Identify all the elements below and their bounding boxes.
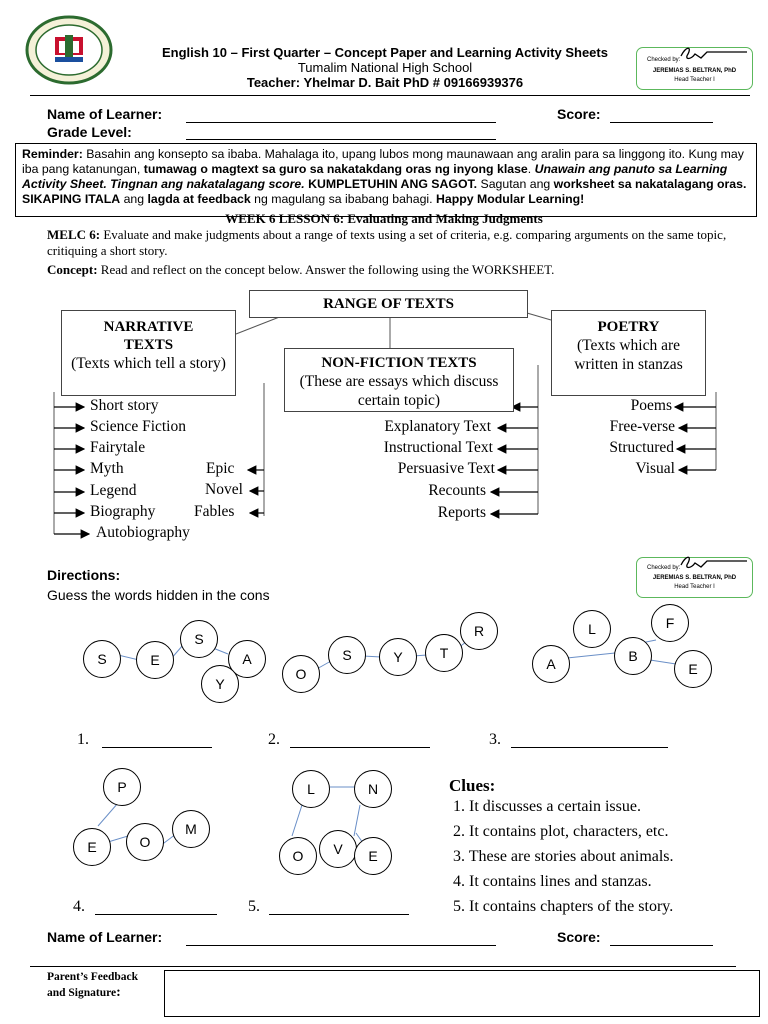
letter-circle: A — [228, 640, 266, 678]
narrative-right-item: Epic — [206, 460, 235, 477]
checked-by-label: Checked by: — [647, 57, 681, 63]
narrative-item: Short story — [90, 397, 159, 414]
letter-circle: S — [83, 640, 121, 678]
letter-circle: V — [319, 830, 357, 868]
checker-role: Head Teacher I — [674, 77, 715, 83]
narrative-right-item: Novel — [205, 481, 243, 498]
footer-learner-name-field[interactable] — [186, 945, 496, 946]
nonfiction-desc: (These are essays which discuss certain topic) — [299, 373, 499, 409]
clue-item: 2. It contains plot, characters, etc. — [453, 823, 669, 840]
nonfiction-item: Recounts — [428, 482, 486, 499]
checker-name: JEREMIAS S. BELTRAN, PhD — [652, 68, 737, 74]
header-title: English 10 – First Quarter – Concept Paper and Learning Activity Sheets — [162, 45, 608, 60]
learner-name-label: Name of Learner: — [47, 106, 163, 122]
letter-circle: L — [292, 770, 330, 808]
narrative-item: Legend — [90, 482, 137, 499]
reminder-text: Basahin ang konsepto sa ibaba. Mahalaga ito, upang lubos mong maunawaan ang aralin para sa linggong ito. Kung may iba pang katanungan, — [22, 147, 744, 176]
letter-circle: N — [354, 770, 392, 808]
checker-name: JEREMIAS S. BELTRAN, PhD — [652, 575, 737, 581]
concept-text: Read and reflect on the concept below. Answer the following using the WORKSHEET. — [97, 262, 555, 277]
reminder-bold: worksheet sa nakatalagang oras. — [553, 177, 747, 191]
narrative-title: NARRATIVE TEXTS — [103, 319, 194, 353]
answer-number: 5. — [248, 898, 260, 915]
narrative-desc: (Texts which tell a story) — [71, 355, 226, 372]
footer-rule — [30, 966, 736, 967]
directions-label: Directions: — [47, 567, 121, 583]
answer-line-3[interactable] — [511, 747, 668, 748]
clue-item: 5. It contains chapters of the story. — [453, 898, 674, 915]
narrative-item: Myth — [90, 460, 124, 477]
reminder-bold: SIKAPING ITALA — [22, 192, 121, 206]
grade-level-label: Grade Level: — [47, 124, 132, 140]
letter-circle: R — [460, 612, 498, 650]
letter-circle: E — [136, 641, 174, 679]
reminder-bold-italic: Unawain ang panuto sa Learning Activity Sheet. Tingnan ang nakatalagang score. — [22, 162, 728, 191]
teacher-line: Teacher: Yhelmar D. Bait PhD # 09166939376 — [246, 75, 524, 90]
nonfiction-item: Reports — [437, 504, 486, 521]
footer-score-label: Score: — [557, 929, 601, 945]
letter-circle: B — [614, 637, 652, 675]
letter-circle: S — [180, 620, 218, 658]
letter-circle: O — [282, 655, 320, 693]
reminder-bold: lagda at feedback — [147, 192, 251, 206]
answer-line-2[interactable] — [290, 747, 430, 748]
answer-line-4[interactable] — [95, 914, 217, 915]
poetry-item: Poems — [630, 397, 672, 414]
nonfiction-item: Instructional Text — [383, 439, 493, 456]
letter-circle: A — [532, 645, 570, 683]
clue-item: 4. It contains lines and stanzas. — [453, 873, 652, 890]
parent-feedback-colon: : — [116, 985, 121, 1000]
letter-circle: T — [425, 634, 463, 672]
poetry-item: Visual — [635, 460, 675, 477]
reminder-text: ng magulang sa ibabang bahagi. — [250, 192, 437, 206]
answer-number: 2. — [268, 731, 280, 748]
answer-number: 1. — [77, 731, 89, 748]
checker-role: Head Teacher I — [674, 584, 715, 590]
letter-circle: E — [674, 650, 712, 688]
letter-circle: O — [126, 823, 164, 861]
answer-line-1[interactable] — [102, 747, 212, 748]
reminder-text: Sagutan ang — [477, 177, 554, 191]
nonfiction-title: NON-FICTION TEXTS — [321, 355, 477, 371]
parent-signature-box[interactable] — [164, 970, 760, 1017]
answer-number: 3. — [489, 731, 501, 748]
week-title: WEEK 6 LESSON 6: Evaluating and Making Judgments — [225, 211, 543, 226]
poetry-title: POETRY — [597, 319, 660, 335]
score-label: Score: — [557, 106, 601, 122]
letter-circle: E — [73, 828, 111, 866]
reminder-text: . — [527, 162, 535, 176]
school-name: Tumalim National High School — [297, 60, 473, 75]
letter-circle: M — [172, 810, 210, 848]
nonfiction-item: Persuasive Text — [397, 460, 495, 477]
letter-circle: L — [573, 610, 611, 648]
narrative-item: Biography — [90, 503, 156, 520]
checked-by-label: Checked by: — [647, 565, 681, 571]
letter-circle: S — [328, 636, 366, 674]
directions-text: Guess the words hidden in the cons — [47, 587, 270, 603]
answer-line-5[interactable] — [269, 914, 409, 915]
footer-learner-name-label: Name of Learner: — [47, 929, 163, 945]
footer-score-field[interactable] — [610, 945, 713, 946]
letter-circle: P — [103, 768, 141, 806]
clue-item: 3. These are stories about animals. — [453, 848, 674, 865]
nonfiction-item: Explanatory Text — [384, 418, 491, 435]
melc-text: Evaluate and make judgments about a range of texts using a set of criteria, e.g. comparing arguments on the same topic, critiquing a short story. — [47, 227, 727, 258]
parent-feedback-text: Parent’s Feedback and Signature — [47, 971, 139, 999]
poetry-item: Structured — [609, 439, 674, 456]
narrative-item: Autobiography — [96, 524, 190, 541]
melc-label: MELC 6: — [47, 227, 101, 242]
reminder-bold: Happy Modular Learning! — [436, 192, 585, 206]
reminder-bold: tumawag o magtext sa guro sa nakatakdang oras ng inyong klase — [143, 162, 528, 176]
clues-title: Clues: — [449, 776, 496, 795]
range-of-texts-title: RANGE OF TEXTS — [323, 296, 454, 312]
concept-label: Concept: — [47, 262, 98, 277]
clue-item: 1. It discusses a certain issue. — [453, 798, 641, 815]
letter-circle: Y — [201, 665, 239, 703]
narrative-item: Science Fiction — [90, 418, 186, 435]
letter-circle: O — [279, 837, 317, 875]
letter-circle: F — [651, 604, 689, 642]
narrative-item: Fairytale — [90, 439, 146, 456]
letter-circle: E — [354, 837, 392, 875]
reminder-text: ang — [120, 192, 148, 206]
letter-circle: Y — [379, 638, 417, 676]
answer-number: 4. — [73, 898, 85, 915]
parent-feedback-label — [47, 969, 157, 1001]
reminder-bold: KUMPLETUHIN ANG SAGOT. — [308, 177, 478, 191]
poetry-item: Free-verse — [609, 418, 675, 435]
narrative-right-item: Fables — [194, 503, 235, 520]
poetry-desc: (Texts which are written in stanzas — [574, 337, 683, 373]
reminder-label: Reminder: — [22, 147, 83, 161]
